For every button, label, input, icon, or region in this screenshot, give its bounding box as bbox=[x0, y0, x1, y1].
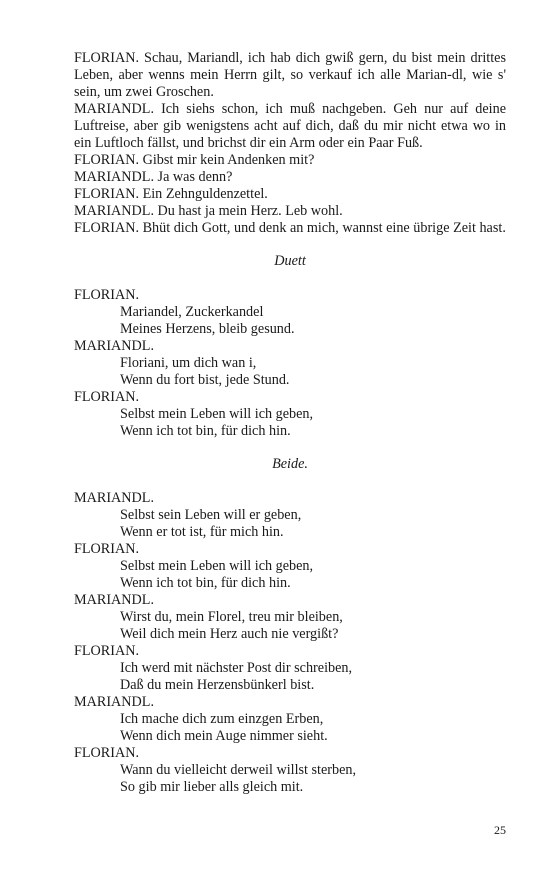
dialogue-line: MARIANDL. Ich siehs schon, ich muß nachgeben. Geh nur auf deine Luftreise, aber gib wenigstens acht auf dich, daß du mir nicht etwa wo in ein Luftloch fällst, und brichst dir ein Arm oder ein Paar Fuß. bbox=[74, 101, 506, 151]
verse-line: Selbst mein Leben will ich geben, bbox=[120, 558, 314, 574]
dialogue-line: FLORIAN. Gibst mir kein Andenken mit? bbox=[74, 152, 315, 168]
verse-line: Wenn ich tot bin, für dich hin. bbox=[120, 575, 291, 591]
page-body bbox=[74, 50, 506, 796]
verse-line: Wenn er tot ist, für mich hin. bbox=[120, 524, 284, 540]
speaker-name: MARIANDL. bbox=[74, 592, 154, 608]
speaker-name: MARIANDL. bbox=[74, 490, 154, 506]
dialogue-line: FLORIAN. Schau, Mariandl, ich hab dich gwiß gern, du bist mein drittes Leben, aber wenns mein Herrn gilt, so verkauf ich alle Marian-dl, wie s' sein, um zwei Groschen. bbox=[74, 50, 506, 100]
verse-line: Daß du mein Herzensbünkerl bist. bbox=[120, 677, 315, 693]
verse-line: Wenn dich mein Auge nimmer sieht. bbox=[120, 728, 328, 744]
verse-line: Ich werd mit nächster Post dir schreiben, bbox=[120, 660, 353, 676]
section-heading-duett: Duett bbox=[274, 253, 306, 269]
verse-line: Wenn ich tot bin, für dich hin. bbox=[120, 423, 291, 439]
dialogue-line: FLORIAN. Bhüt dich Gott, und denk an mich, wannst eine übrige Zeit hast. bbox=[74, 220, 506, 236]
verse-line: Wann du vielleicht derweil willst sterben, bbox=[120, 762, 357, 778]
spacer bbox=[74, 237, 506, 253]
verse-line: So gib mir lieber alls gleich mit. bbox=[120, 779, 304, 795]
speaker-name: FLORIAN. bbox=[74, 643, 140, 659]
spacer bbox=[74, 270, 506, 287]
speaker-name: MARIANDL. bbox=[74, 694, 154, 710]
spacer bbox=[74, 473, 506, 490]
spacer bbox=[74, 440, 506, 456]
verse-line: Wirst du, mein Florel, treu mir bleiben, bbox=[120, 609, 343, 625]
speaker-name: FLORIAN. bbox=[74, 389, 140, 405]
verse-line: Meines Herzens, bleib gesund. bbox=[120, 321, 295, 337]
dialogue-line: FLORIAN. Ein Zehnguldenzettel. bbox=[74, 186, 268, 202]
verse-line: Weil dich mein Herz auch nie vergißt? bbox=[120, 626, 339, 642]
section-heading-beide: Beide. bbox=[272, 456, 308, 472]
dialogue-line: MARIANDL. Ja was denn? bbox=[74, 169, 233, 185]
verse-line: Floriani, um dich wan i, bbox=[120, 355, 257, 371]
page-number: 25 bbox=[494, 823, 506, 837]
verse-line: Selbst mein Leben will ich geben, bbox=[120, 406, 314, 422]
dialogue-line: MARIANDL. Du hast ja mein Herz. Leb wohl. bbox=[74, 203, 343, 219]
speaker-name: FLORIAN. bbox=[74, 541, 140, 557]
verse-line: Wenn du fort bist, jede Stund. bbox=[120, 372, 290, 388]
speaker-name: MARIANDL. bbox=[74, 338, 154, 354]
verse-line: Ich mache dich zum einzgen Erben, bbox=[120, 711, 324, 727]
verse-line: Mariandel, Zuckerkandel bbox=[120, 304, 264, 320]
speaker-name: FLORIAN. bbox=[74, 287, 140, 303]
verse-line: Selbst sein Leben will er geben, bbox=[120, 507, 302, 523]
speaker-name: FLORIAN. bbox=[74, 745, 140, 761]
